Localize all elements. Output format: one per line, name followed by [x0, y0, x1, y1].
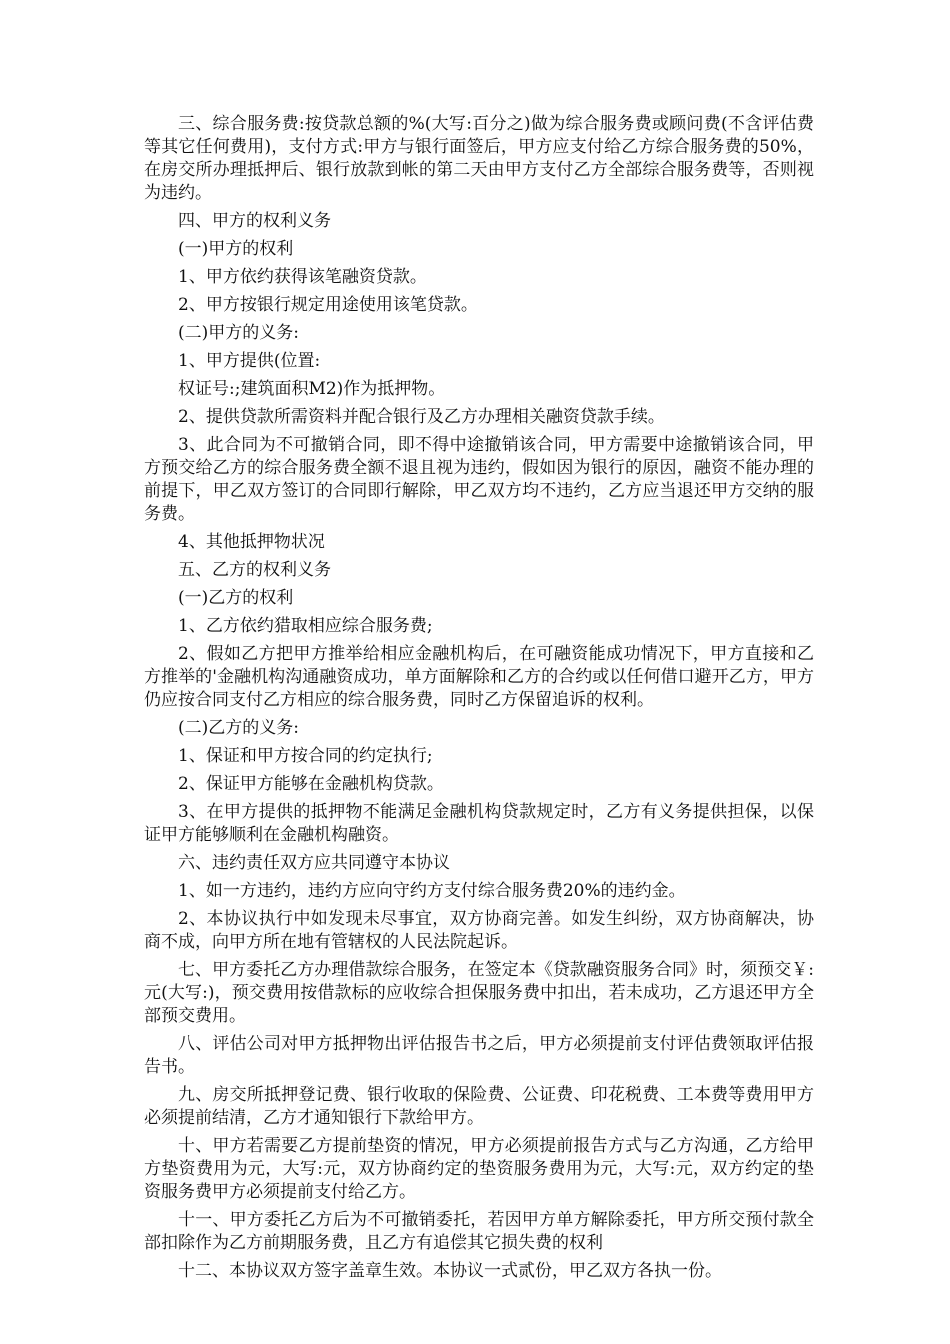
subsection-party-a-rights: (一)甲方的权利	[178, 239, 294, 259]
party-b-duty-3: 3、在甲方提供的抵押物不能满足金融机构贷款规定时，乙方有义务提供担保，以保证甲方能够顺利在金融机构融资。	[144, 802, 814, 845]
party-b-right-1: 1、乙方依约猎取相应综合服务费;	[178, 616, 433, 636]
party-b-right-2: 2、假如乙方把甲方推举给相应金融机构后，在可融资能成功情况下，甲方直接和乙方推举的'金融机构沟通融资成功，单方面解除和乙方的合约或以任何借口避开乙方，甲方仍应按合同支付乙方相应的综合服务费，同时乙方保留追诉的权利。	[144, 644, 814, 710]
clause-10: 十、甲方若需要乙方提前垫资的情况，甲方必须提前报告方式与乙方沟通，乙方给甲方垫资费用为元，大写:元，双方协商约定的垫资服务费用为元，大写:元，双方约定的垫资服务费甲方必须提前支付给乙方。	[144, 1136, 814, 1202]
clause-7: 七、甲方委托乙方办理借款综合服务，在签定本《贷款融资服务合同》时，须预交￥:元(大写:)，预交费用按借款标的应收综合担保服务费中扣出，若未成功，乙方退还甲方全部预交费用。	[144, 960, 814, 1026]
party-a-duty-4: 4、其他抵押物状况	[178, 532, 325, 552]
subsection-party-b-duties: (二)乙方的义务:	[178, 718, 299, 738]
subsection-party-a-duties: (二)甲方的义务:	[178, 323, 299, 343]
clause-12: 十二、本协议双方签字盖章生效。本协议一式贰份，甲乙双方各执一份。	[178, 1261, 722, 1281]
clause-11: 十一、甲方委托乙方后为不可撤销委托，若因甲方单方解除委托，甲方所交预付款全部扣除作为乙方前期服务费，且乙方有追偿其它损失费的权利	[144, 1210, 814, 1253]
clause-3-service-fee: 三、综合服务费:按贷款总额的%(大写:百分之)做为综合服务费或顾问费(不含评估费等其它任何费用)，支付方式:甲方与银行面签后，甲方应支付给乙方综合服务费的50%，在房交所办理抵押后、银行放款到帐的第二天由甲方支付乙方全部综合服务费等，否则视为违约。	[144, 114, 814, 203]
clause-8: 八、评估公司对甲方抵押物出评估报告书之后，甲方必须提前支付评估费领取评估报告书。	[144, 1034, 814, 1077]
party-a-duty-2: 2、提供贷款所需资料并配合银行及乙方办理相关融资贷款手续。	[178, 407, 665, 427]
section-6-heading: 六、违约责任双方应共同遵守本协议	[178, 853, 450, 873]
party-a-duty-3: 3、此合同为不可撤销合同，即不得中途撤销该合同，甲方需要中途撤销该合同，甲方预交给乙方的综合服务费全额不退且视为违约，假如因为银行的原因，融资不能办理的前提下，甲乙双方签订的合同即行解除，甲乙双方均不违约，乙方应当退还甲方交纳的服务费。	[144, 435, 814, 524]
party-b-duty-1: 1、保证和甲方按合同的约定执行;	[178, 746, 433, 766]
party-a-duty-1: 1、甲方提供(位置:	[178, 351, 321, 371]
party-a-right-1: 1、甲方依约获得该笔融资贷款。	[178, 267, 427, 287]
section-5-heading: 五、乙方的权利义务	[178, 560, 331, 580]
subsection-party-b-rights: (一)乙方的权利	[178, 588, 294, 608]
section-4-heading: 四、甲方的权利义务	[178, 211, 331, 231]
party-b-duty-2: 2、保证甲方能够在金融机构贷款。	[178, 774, 444, 794]
party-a-right-2: 2、甲方按银行规定用途使用该笔贷款。	[178, 295, 478, 315]
breach-clause-2: 2、本协议执行中如发现未尽事宜，双方协商完善。如发生纠纷，双方协商解决，协商不成，向甲方所在地有管辖权的人民法院起诉。	[144, 909, 814, 952]
party-a-duty-1-cont: 权证号:;建筑面积M2)作为抵押物。	[178, 379, 446, 399]
breach-clause-1: 1、如一方违约，违约方应向守约方支付综合服务费20%的违约金。	[178, 881, 686, 901]
clause-9: 九、房交所抵押登记费、银行收取的保险费、公证费、印花税费、工本费等费用甲方必须提前结清，乙方才通知银行下款给甲方。	[144, 1085, 814, 1128]
contract-document-page	[144, 113, 814, 1288]
